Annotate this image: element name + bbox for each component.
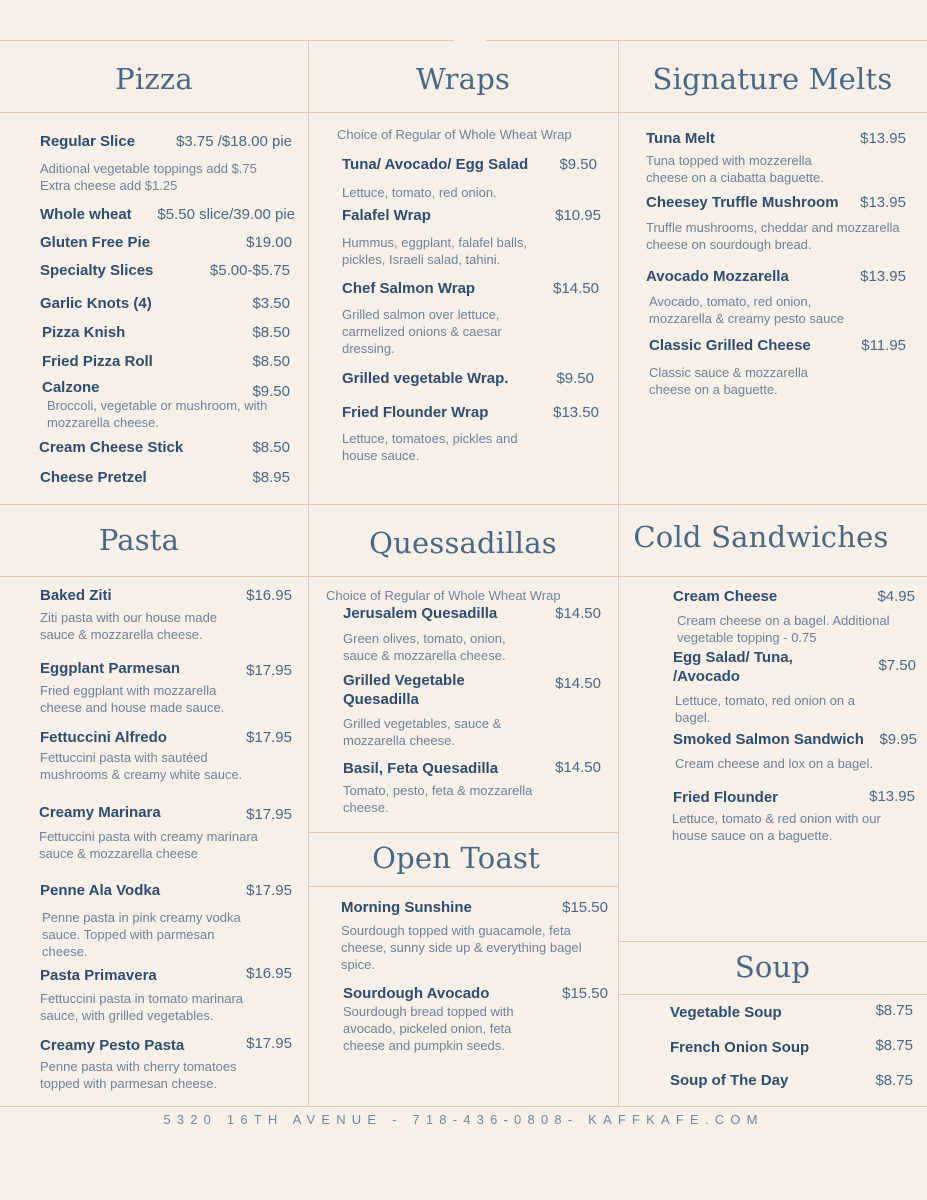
item-price: $14.50 [555,759,601,776]
item-price: $11.95 [861,337,906,354]
menu-item [40,205,295,224]
menu-item [342,403,601,464]
section-title-pizza: Pizza [115,62,193,96]
item-price: $9.50 [556,370,594,387]
divider [0,504,927,505]
item-name: Cream Cheese Stick [39,439,184,456]
item-name: Falafel Wrap [342,207,431,224]
item-name: Garlic Knots (4) [40,295,152,312]
item-description: Classic sauce & mozzarella cheese on a baguette. [649,365,808,397]
section-title-melts: Signature Melts [652,62,893,96]
item-price: $16.95 [246,587,292,604]
item-description: Fettuccini pasta with sautéed mushrooms & creamy white sauce. [40,750,243,782]
item-price: $7.50 [878,657,916,674]
item-name: Grilled Vegetable Quesadilla [343,672,465,708]
item-name: Creamy Pesto Pasta [40,1037,185,1054]
item-name: Vegetable Soup [670,1004,782,1021]
item-name: Smoked Salmon Sandwich [673,731,864,748]
item-name: Cheesey Truffle Mushroom [646,194,839,211]
divider [0,112,927,113]
item-description: Penne pasta in pink creamy vodka sauce. Topped with parmesan cheese. [42,910,241,959]
item-name: Avocado Mozzarella [646,268,789,285]
item-name: Egg Salad/ Tuna, /Avocado [673,649,793,685]
menu-item [341,898,608,973]
item-name: French Onion Soup [670,1039,810,1056]
item-description: Grilled salmon over lettuce, carmelized onions & caesar dressing. [342,307,502,356]
menu-item [670,1038,913,1057]
item-description: Tuna topped with mozzerella cheese on a ciabatta baguette. [646,153,824,185]
item-description: Sourdough topped with guacamole, feta cheese, sunny side up & everything bagel spice. [341,923,582,972]
menu-item [670,1003,913,1022]
item-name: Baked Ziti [40,587,112,604]
item-price: $14.50 [553,280,599,297]
divider [0,40,454,41]
item-description: Avocado, tomato, red onion, mozzarella & creamy pesto sauce [649,294,845,326]
item-name: Penne Ala Vodka [40,882,161,899]
item-price: $14.50 [555,605,601,622]
menu-item [40,468,292,487]
item-description: Hummus, eggplant, falafel balls, pickles, Israeli salad, tahini. [342,235,527,267]
divider [618,40,619,1106]
item-name: Grilled vegetable Wrap. [342,370,509,387]
menu-item [40,261,292,280]
menu-item [40,1036,292,1092]
menu-item [40,132,292,151]
divider [308,886,618,887]
item-name: Gluten Free Pie [40,234,151,251]
item-price: $16.95 [246,965,292,982]
item-description: Penne pasta with cherry tomatoes topped with parmesan cheese. [40,1059,237,1091]
item-price: $17.95 [246,1035,292,1052]
item-name: Fried Flounder [673,789,778,806]
item-price: $17.95 [246,806,292,823]
item-name: Classic Grilled Cheese [649,337,811,354]
menu-item [342,155,601,201]
item-name: Morning Sunshine [341,899,472,916]
item-description: Truffle mushrooms, cheddar and mozzarella cheese on sourdough bread. [646,220,900,252]
divider [486,40,927,41]
footer-contact: 5320 16TH AVENUE - 718-436-0808- KAFFKAFE.COM [163,1112,764,1127]
item-name: Soup of The Day [670,1072,789,1089]
item-name: Whole wheat [40,206,132,223]
menu-item [646,267,907,327]
divider [618,994,927,995]
menu-item [40,966,292,1024]
menu-item [42,378,292,431]
item-description: Fettuccini pasta with creamy marinara sauce & mozzarella cheese [39,829,258,861]
item-price: $13.95 [860,194,906,211]
menu-item [343,671,601,749]
item-price: $8.75 [875,1002,913,1019]
item-name: Calzone [42,379,100,396]
menu-item [673,587,916,646]
item-name: Fettuccini Alfredo [40,729,167,746]
section-title-pasta: Pasta [98,523,180,557]
item-name: Creamy Marinara [39,804,161,821]
item-price: $17.95 [246,662,292,679]
item-price: $3.50 [252,295,290,312]
item-description: Grilled vegetables, sauce & mozzarella cheese. [343,716,502,748]
section-title-soup: Soup [734,950,811,984]
item-description: Lettuce, tomatoes, pickles and house sauce. [342,431,518,463]
menu-item [39,438,292,457]
divider [618,941,927,942]
item-name: Jerusalem Quesadilla [343,605,498,622]
menu-item [39,803,292,862]
item-price: $3.75 /$18.00 pie [176,133,292,150]
item-price: $13.95 [860,268,906,285]
item-price: $17.95 [246,882,292,899]
menu-item [673,648,916,726]
item-description: Lettuce, tomato & red onion with our house sauce on a baguette. [672,811,881,843]
item-name: Cheese Pretzel [40,469,147,486]
item-name: Cream Cheese [673,588,778,605]
item-description: Ziti pasta with our house made sauce & mozzarella cheese. [40,610,218,642]
item-description: Broccoli, vegetable or mushroom, with mozzarella cheese. [47,398,268,430]
item-name: Tuna/ Avocado/ Egg Salad [342,156,529,173]
item-price: $8.75 [875,1037,913,1054]
item-price: $8.50 [252,324,290,341]
item-price: $5.50 slice/39.00 pie [157,206,295,223]
section-title-wraps: Wraps [415,62,511,96]
menu-item [646,129,907,186]
item-price: $13.95 [869,788,915,805]
item-description: Cream cheese and lox on a bagel. [675,756,874,771]
divider [308,40,309,1106]
item-price: $14.50 [555,675,601,692]
menu-item [42,323,292,342]
item-price: $8.95 [252,469,290,486]
wraps-note: Choice of Regular of Whole Wheat Wrap [337,127,572,142]
menu-item [40,294,292,313]
menu-item [40,659,292,716]
item-price: $17.95 [246,729,292,746]
item-name: Sourdough Avocado [343,985,490,1002]
item-price: $15.50 [562,899,608,916]
quesadillas-note: Choice of Regular of Whole Wheat Wrap [326,588,561,603]
menu-item [40,881,292,960]
item-price: $8.50 [252,353,290,370]
divider [0,576,927,577]
item-name: Specialty Slices [40,262,154,279]
item-name: Fried Pizza Roll [42,353,153,370]
item-price: $15.50 [562,985,608,1002]
section-title-quesadillas: Quessadillas [369,526,557,560]
menu-item [646,193,907,253]
item-description: Lettuce, tomato, red onion on a bagel. [675,693,855,725]
menu-item [649,336,907,398]
item-name: Pasta Primavera [40,967,157,984]
item-price: $19.00 [246,234,292,251]
item-name: Chef Salmon Wrap [342,280,476,297]
item-price: $5.00-$5.75 [209,262,290,279]
section-title-toast: Open Toast [372,841,540,875]
item-description: Fried eggplant with mozzarella cheese and house made sauce. [40,683,225,715]
divider [308,832,618,833]
item-description: Lettuce, tomato, red onion. [342,185,497,200]
menu-item [343,984,608,1054]
item-name: Fried Flounder Wrap [342,404,489,421]
menu-item [342,279,601,357]
item-price: $4.95 [877,588,915,605]
menu-item [343,759,601,816]
item-price: $8.75 [875,1072,913,1089]
item-description: Tomato, pesto, feta & mozzarella cheese. [343,783,533,815]
menu-item [40,233,292,252]
item-price: $13.95 [860,130,906,147]
item-description: Fettuccini pasta in tomato marinara sauce, with grilled vegetables. [40,991,244,1023]
divider [0,1106,927,1107]
menu-item [342,206,601,268]
item-price: $9.50 [559,156,597,173]
item-description: Green olives, tomato, onion, sauce & mozzarella cheese. [343,631,506,663]
menu-item [670,1071,913,1090]
pizza-topping-note: Aditional vegetable toppings add $.75 Extra cheese add $1.25 [40,161,257,193]
menu-item [343,604,601,664]
section-title-cold: Cold Sandwiches [633,520,889,554]
item-price: $9.95 [879,731,917,748]
item-name: Eggplant Parmesan [40,660,181,677]
item-description: Cream cheese on a bagel. Additional vegetable topping - 0.75 [677,613,890,645]
item-price: $8.50 [252,439,290,456]
item-name: Tuna Melt [646,130,715,147]
menu-item [673,730,916,772]
menu-item [342,369,601,388]
item-description: Sourdough bread topped with avocado, pickeled onion, feta cheese and pumpkin seeds. [343,1004,514,1053]
item-price: $10.95 [555,207,601,224]
item-price: $9.50 [252,383,290,400]
menu-item [673,788,916,844]
menu-item [40,586,292,643]
menu-item [40,728,292,783]
item-name: Basil, Feta Quesadilla [343,760,499,777]
menu-item [42,352,292,371]
item-price: $13.50 [553,404,599,421]
item-name: Pizza Knish [42,324,126,341]
item-name: Regular Slice [40,133,136,150]
